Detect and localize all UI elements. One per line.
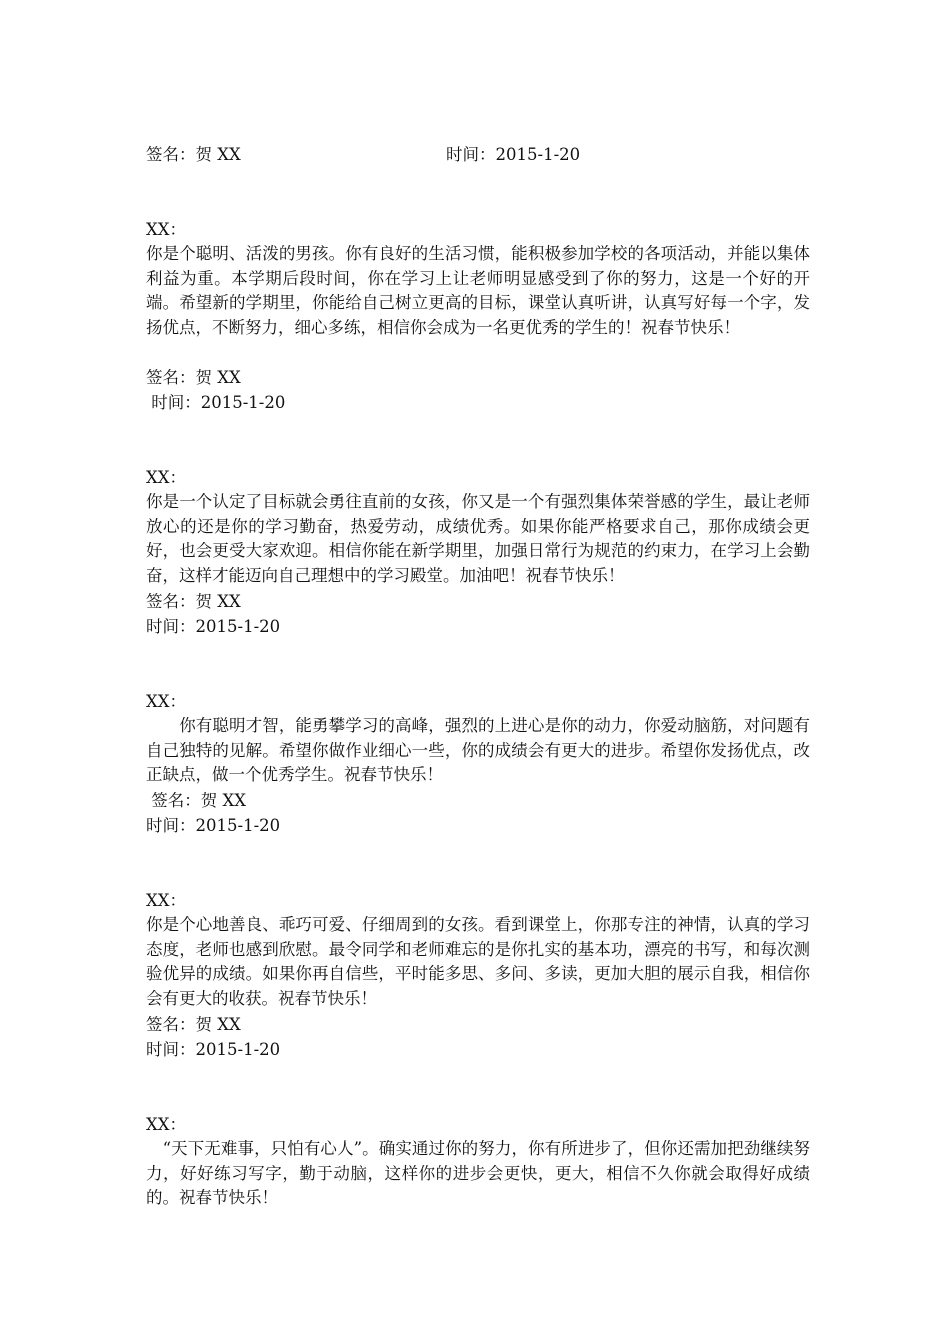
- comment-2-recipient: XX：: [146, 468, 186, 487]
- comment-1-body: 你是个聪明、活泼的男孩。你有良好的生活习惯，能积极参加学校的各项活动，并能以集体利益为重。本学期后段时间，你在学习上让老师明显感受到了你的努力，这是一个好的开端。希望新的学期里，你能给自己树立更高的目标，课堂认真听讲，认真写好每一个字，发扬优点，不断努力，细心多练，相信你会成为一名更优秀的学生的！祝春节快乐！: [146, 244, 810, 337]
- comment-2-signature: 签名：贺 XX: [146, 592, 241, 611]
- comment-4-recipient: XX：: [146, 891, 186, 910]
- comment-1-signature: 签名：贺 XX: [146, 368, 241, 387]
- comment-5-body: “天下无难事，只怕有心人”。确实通过你的努力，你有所进步了，但你还需加把劲继续努力，好好练习写字，勤于动脑，这样你的进步会更快，更大，相信不久你就会取得好成绩的。祝春节快乐！: [146, 1139, 810, 1207]
- comment-4-body: 你是个心地善良、乖巧可爱、仔细周到的女孩。看到课堂上，你那专注的神情，认真的学习态度，老师也感到欣慰。最令同学和老师难忘的是你扎实的基本功，漂亮的书写，和每次测验优异的成绩。如果你再自信些，平时能多思、多问、多读，更加大胆的展示自我，相信你会有更大的收获。祝春节快乐！: [146, 915, 810, 1008]
- header-date: 时间：2015-1-20: [446, 145, 581, 164]
- comment-2-body: 你是一个认定了目标就会勇往直前的女孩，你又是一个有强烈集体荣誉感的学生，最让老师放心的还是你的学习勤奋，热爱劳动，成绩优秀。如果你能严格要求自己，那你成绩会更好，也会更受大家欢迎。相信你能在新学期里，加强日常行为规范的约束力，在学习上会勤奋，这样才能迈向自己理想中的学习殿堂。加油吧！祝春节快乐！: [146, 492, 810, 585]
- comment-1-recipient: XX：: [146, 220, 186, 239]
- comment-5-recipient: XX：: [146, 1115, 186, 1134]
- comment-3-body: 你有聪明才智，能勇攀学习的高峰，强烈的上进心是你的动力，你爱动脑筋，对问题有自己独特的见解。希望你做作业细心一些，你的成绩会有更大的进步。希望你发扬优点，改正缺点，做一个优秀学生。祝春节快乐！: [146, 716, 810, 784]
- header-signature: 签名：贺 XX: [146, 145, 241, 164]
- comment-3-date: 时间：2015-1-20: [146, 816, 281, 835]
- comment-4-signature: 签名：贺 XX: [146, 1015, 241, 1034]
- comment-1-date: 时间：2015-1-20: [146, 393, 286, 412]
- comment-3-signature: 签名：贺 XX: [146, 791, 246, 810]
- comment-2-date: 时间：2015-1-20: [146, 617, 281, 636]
- comment-3-recipient: XX：: [146, 692, 186, 711]
- comment-4-date: 时间：2015-1-20: [146, 1040, 281, 1059]
